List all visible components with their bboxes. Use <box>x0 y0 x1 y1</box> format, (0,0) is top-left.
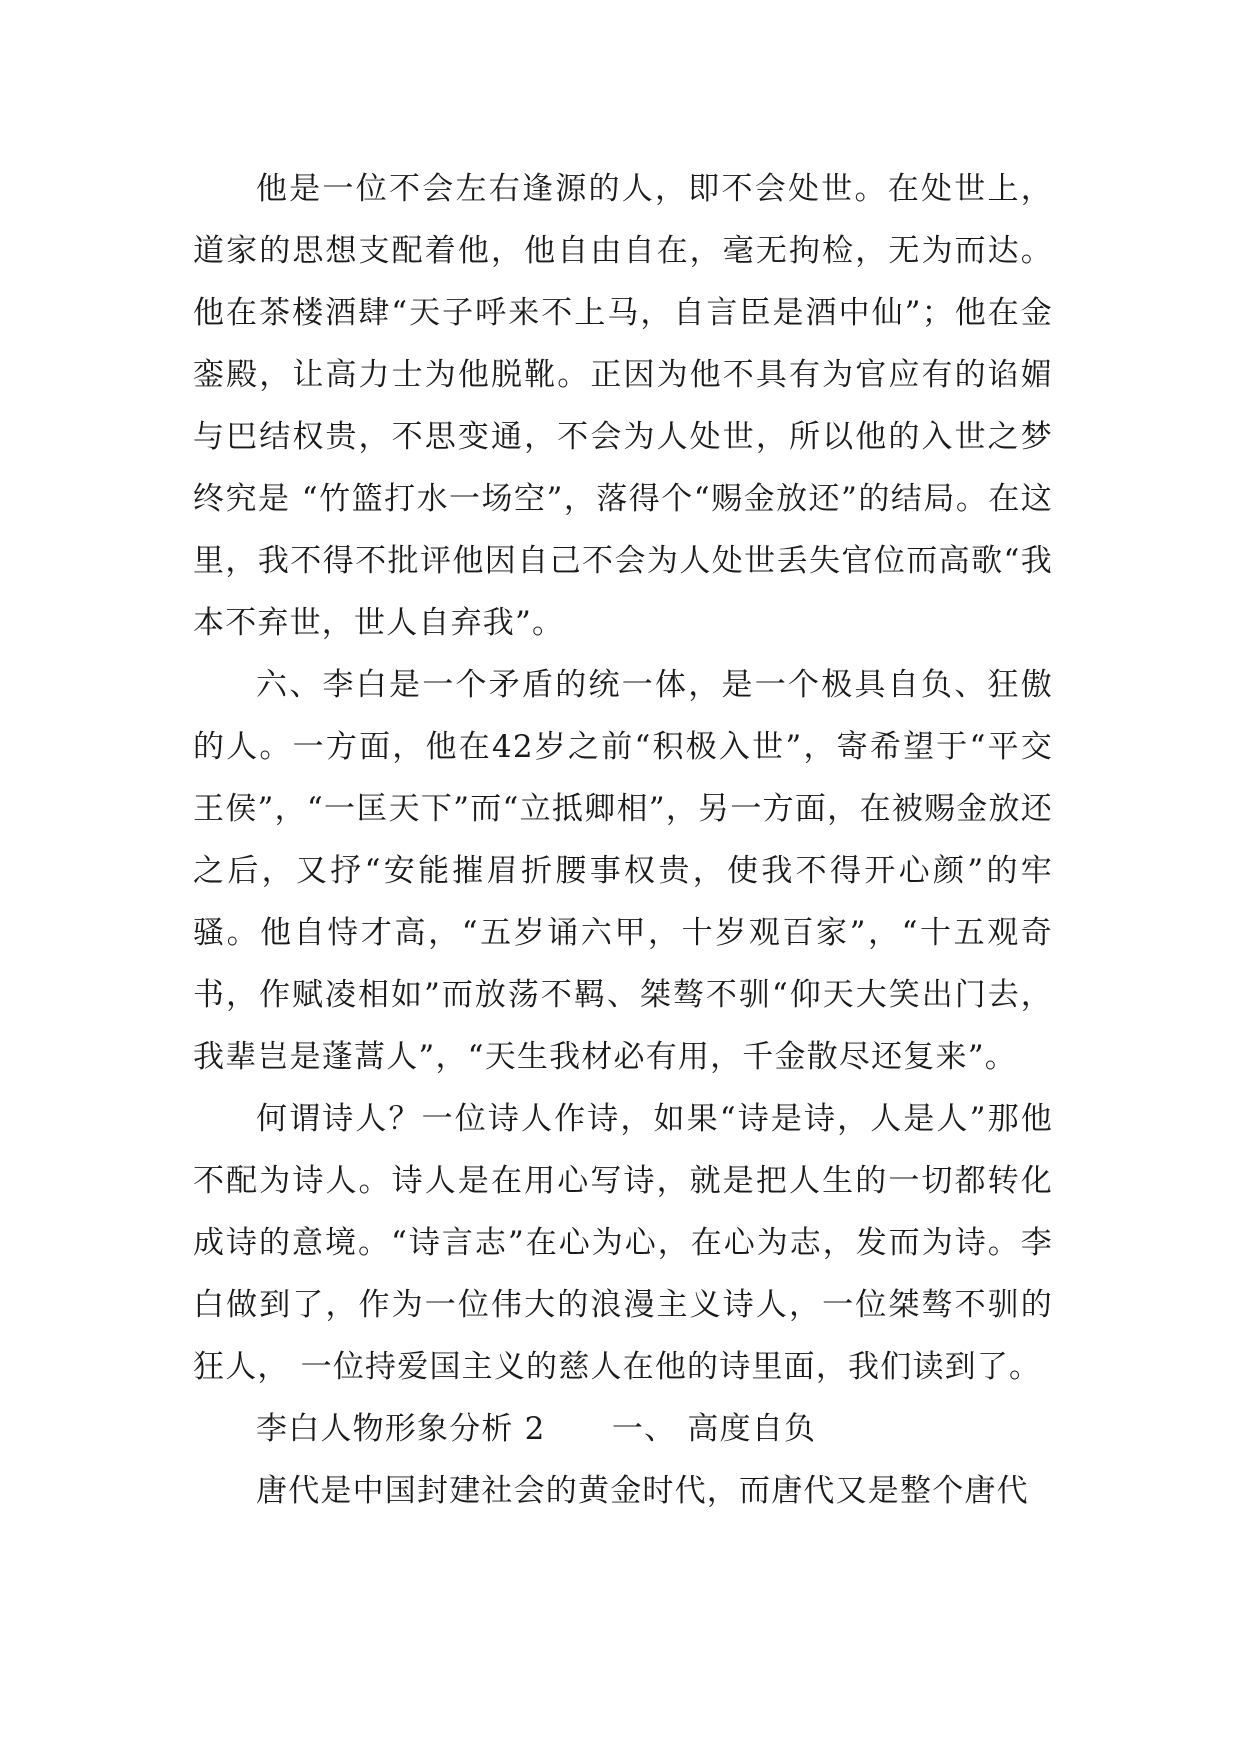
document-body <box>193 158 1053 1522</box>
section-heading: 李白人物形象分析 2 一、 高度自负 <box>256 1411 817 1447</box>
paragraph-1: 他是一位不会左右逢源的人，即不会处世。在处世上，道家的思想支配着他，他自由自在，毫无拘检，无为而达。他在茶楼酒肆“天子呼来不上马，自言臣是酒中仙”；他在金銮殿，让高力士为他脱靴。正因为他不具有为官应有的谄媚与巴结权贵，不思变通，不会为人处世，所以他的入世之梦终究是 “竹篮打水一场空”，落得个“赐金放还”的结局。在这里，我不得不批评他因自己不会为人处世丢失官位而高歌“我本不弃世，世人自弃我”。 <box>193 171 1053 641</box>
paragraph-3: 何谓诗人？一位诗人作诗，如果“诗是诗，人是人”那他不配为诗人。诗人是在用心写诗，就是把人生的一切都转化成诗的意境。“诗言志”在心为心，在心为志，发而为诗。李白做到了，作为一位伟大的浪漫主义诗人，一位桀骜不驯的狂人， 一位持爱国主义的慈人在他的诗里面，我们读到了。 <box>193 1101 1053 1385</box>
paragraph-2: 六、李白是一个矛盾的统一体，是一个极具自负、狂傲的人。一方面，他在42岁之前“积极入世”，寄希望于“平交王侯”，“一匡天下”而“立抵卿相”，另一方面，在被赐金放还之后，又抒“安能摧眉折腰事权贵，使我不得开心颜”的牢骚。他自恃才高，“五岁诵六甲，十岁观百家”，“十五观奇书，作赋凌相如”而放荡不羁、桀骜不驯“仰天大笑出门去，我辈岂是蓬蒿人”，“天生我材必有用，千金散尽还复来”。 <box>193 667 1053 1075</box>
paragraph-4: 唐代是中国封建社会的黄金时代，而唐代又是整个唐代 <box>256 1473 1029 1509</box>
